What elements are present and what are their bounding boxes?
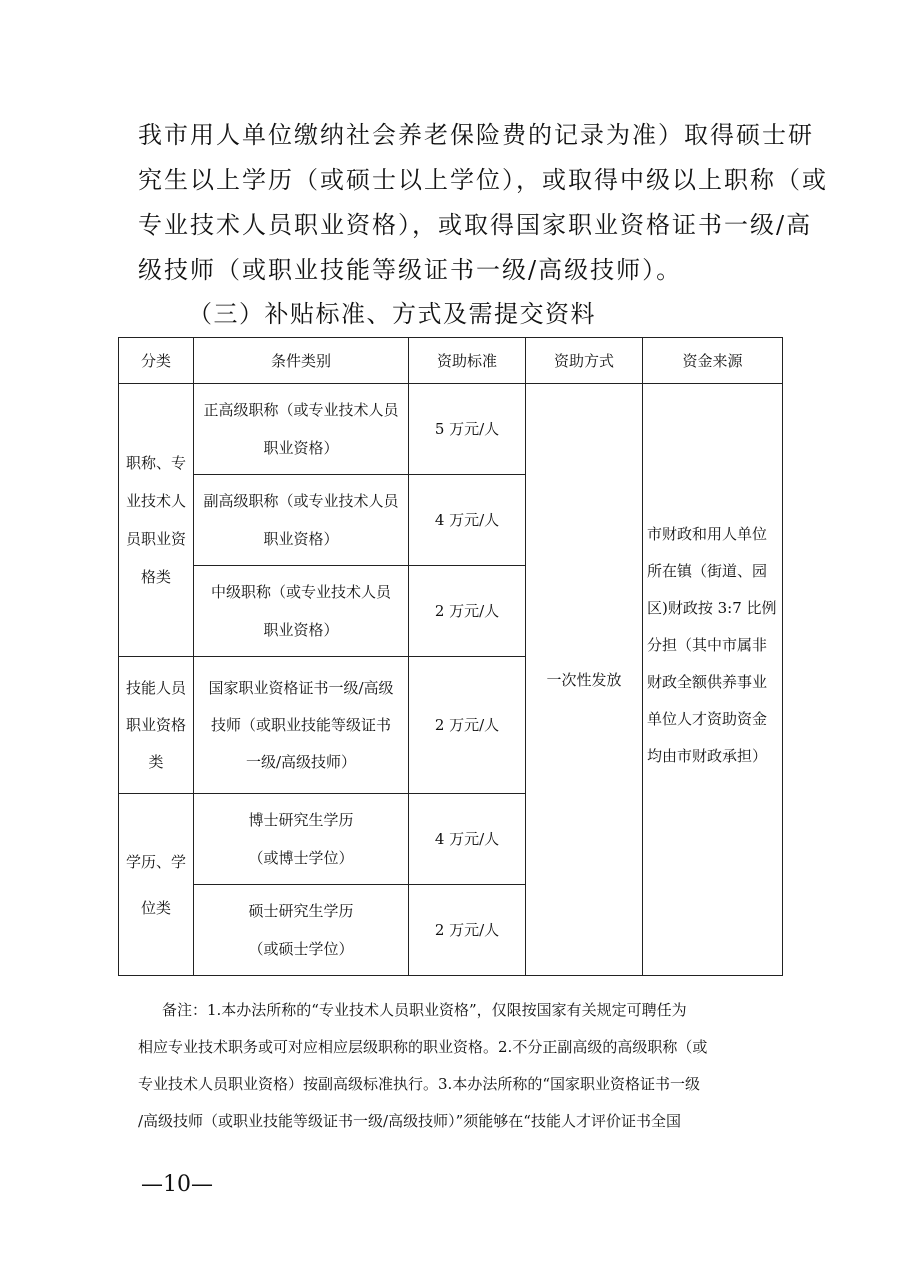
condition-line: 国家职业资格证书一级/高级 bbox=[208, 678, 394, 697]
condition-line: 博士研究生学历 bbox=[248, 811, 354, 829]
condition-line: 中级职称（或专业技术人员 bbox=[210, 583, 391, 601]
category-cell bbox=[119, 384, 194, 657]
category-cell bbox=[119, 794, 194, 976]
category-line: 职业资格 bbox=[125, 715, 186, 734]
table-header-row bbox=[119, 338, 783, 384]
body-line: 专业技术人员职业资格），或取得国家职业资格证书一级/高 bbox=[138, 211, 813, 239]
page-number: —10— bbox=[141, 1172, 213, 1197]
standard-cell: 5 万元/人 bbox=[409, 384, 526, 475]
standard-cell: 4 万元/人 bbox=[409, 475, 526, 566]
condition-line: 正高级职称（或专业技术人员 bbox=[203, 401, 399, 419]
table-row bbox=[119, 384, 783, 475]
header-condition: 条件类别 bbox=[194, 338, 409, 384]
condition-cell bbox=[194, 475, 409, 566]
funding-line: 均由市财政承担） bbox=[647, 747, 768, 765]
funding-line: 财政全额供养事业 bbox=[647, 673, 768, 691]
funding-cell bbox=[643, 384, 783, 976]
funding-line: 市财政和用人单位 bbox=[647, 525, 768, 543]
funding-line: 单位人才资助资金 bbox=[647, 710, 768, 728]
category-line: 职称、专 bbox=[125, 454, 186, 472]
standard-cell: 2 万元/人 bbox=[409, 566, 526, 657]
standard-cell: 2 万元/人 bbox=[409, 885, 526, 976]
funding-line: 区)财政按 3:7 比例 bbox=[647, 599, 777, 617]
condition-line: 职业资格） bbox=[263, 530, 339, 548]
subsidy-table bbox=[118, 337, 783, 976]
category-line: 业技术人 bbox=[125, 492, 186, 510]
header-category: 分类 bbox=[119, 338, 194, 384]
funding-line: 所在镇（街道、园 bbox=[647, 562, 768, 580]
category-line: 类 bbox=[148, 752, 164, 771]
funding-line: 分担（其中市属非 bbox=[647, 636, 768, 654]
note-line: 专业技术人员职业资格）按副高级标准执行。3.本办法所称的“国家职业资格证书一级 bbox=[138, 1075, 700, 1093]
body-line: 级技师（或职业技能等级证书一级/高级技师）。 bbox=[138, 256, 683, 284]
condition-line: 硕士研究生学历 bbox=[248, 902, 354, 920]
condition-line: 副高级职称（或专业技术人员 bbox=[203, 492, 399, 510]
condition-line: 职业资格） bbox=[263, 621, 339, 639]
header-funding: 资金来源 bbox=[643, 338, 783, 384]
condition-line: 职业资格） bbox=[263, 439, 339, 457]
method-cell: 一次性发放 bbox=[526, 384, 643, 976]
notes-block bbox=[138, 992, 778, 1140]
condition-cell bbox=[194, 384, 409, 475]
category-line: 格类 bbox=[140, 568, 171, 586]
category-cell bbox=[119, 657, 194, 794]
condition-line: （或硕士学位） bbox=[248, 940, 354, 958]
category-line: 技能人员 bbox=[125, 678, 186, 697]
standard-cell: 4 万元/人 bbox=[409, 794, 526, 885]
body-line: 究生以上学历（或硕士以上学位），或取得中级以上职称（或 bbox=[138, 166, 828, 194]
body-paragraph bbox=[138, 113, 828, 293]
condition-cell bbox=[194, 566, 409, 657]
condition-cell bbox=[194, 794, 409, 885]
category-line: 位类 bbox=[140, 898, 171, 917]
note-line: /高级技师（或职业技能等级证书一级/高级技师）”须能够在“技能人才评价证书全国 bbox=[138, 1112, 681, 1130]
section-heading: （三）补贴标准、方式及需提交资料 bbox=[188, 300, 596, 328]
category-line: 员职业资 bbox=[125, 530, 186, 548]
header-method: 资助方式 bbox=[526, 338, 643, 384]
condition-line: （或博士学位） bbox=[248, 849, 354, 867]
header-standard: 资助标准 bbox=[409, 338, 526, 384]
condition-cell bbox=[194, 885, 409, 976]
body-line: 我市用人单位缴纳社会养老保险费的记录为准）取得硕士研 bbox=[138, 121, 814, 149]
standard-cell: 2 万元/人 bbox=[409, 657, 526, 794]
category-line: 学历、学 bbox=[125, 852, 186, 871]
note-line: 备注：1.本办法所称的“专业技术人员职业资格”，仅限按国家有关规定可聘任为 bbox=[162, 1001, 687, 1019]
condition-cell bbox=[194, 657, 409, 794]
condition-line: 技师（或职业技能等级证书 bbox=[210, 715, 391, 734]
condition-line: 一级/高级技师） bbox=[245, 752, 357, 771]
note-line: 相应专业技术职务或可对应相应层级职称的职业资格。2.不分正副高级的高级职称（或 bbox=[138, 1038, 708, 1056]
